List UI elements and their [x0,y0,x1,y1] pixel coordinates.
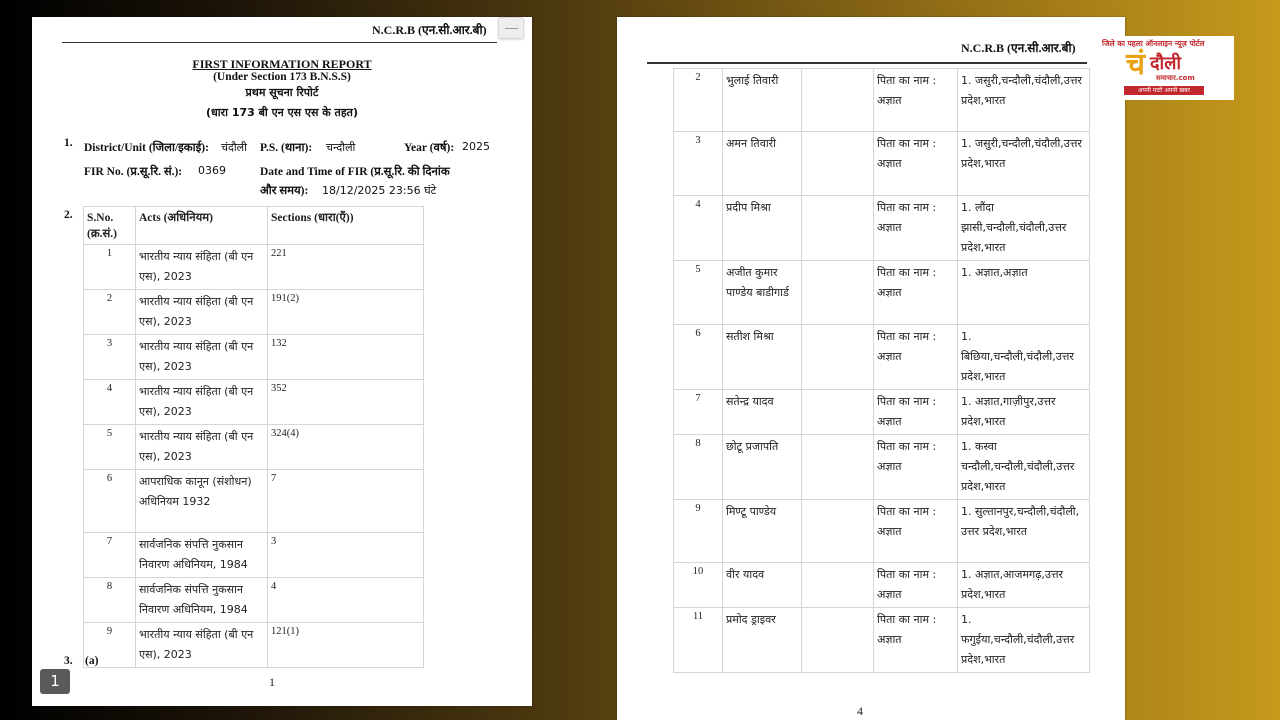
year-label: Year (वर्ष): [404,142,455,154]
row-father: पिता का नाम : अज्ञात [874,132,958,196]
logo-initial: चं [1126,47,1146,82]
row-sno: 3 [674,132,723,196]
page-number: 4 [857,704,863,718]
section-3-number: 3. [64,655,73,667]
row-sno: 1 [84,245,136,290]
row-blank [802,608,874,673]
row-blank [802,261,874,325]
table-row [84,290,424,335]
row-sno: 10 [674,563,723,608]
page-indicator-badge[interactable]: 1 [40,669,70,694]
fir-no-label: FIR No. (प्र.सू.रि. सं.): [84,166,183,178]
row-act: भारतीय न्याय संहिता (बी एन एस), 2023 [136,245,268,290]
row-blank [802,500,874,563]
row-act: भारतीय न्याय संहिता (बी एन एस), 2023 [136,335,268,380]
table-row [674,196,1090,261]
row-sno: 9 [674,500,723,563]
section-1-number: 1. [64,137,73,149]
row-sno: 6 [84,470,136,533]
row-act: भारतीय न्याय संहिता (बी एन एस), 2023 [136,623,268,668]
table-row [674,563,1090,608]
row-section: 7 [268,470,424,533]
accused-table [673,68,1090,673]
year-value: 2025 [462,140,490,153]
fir-no-value: 0369 [198,164,226,177]
row-sno: 11 [674,608,723,673]
row-sno: 8 [674,435,723,500]
ps-value: चन्दौली [326,141,356,154]
table-row [674,69,1090,132]
row-sno: 6 [674,325,723,390]
table-row [84,245,424,290]
row-father: पिता का नाम : अज्ञात [874,196,958,261]
row-act: भारतीय न्याय संहिता (बी एन एस), 2023 [136,380,268,425]
row-act: भारतीय न्याय संहिता (बी एन एस), 2023 [136,425,268,470]
row-address: 1. बिछिया,चन्दौली,चंदौली,उत्तर प्रदेश,भारत [958,325,1090,390]
row-section: 3 [268,533,424,578]
fir-page-4 [617,17,1125,720]
fir-datetime-label-2: और समय): [260,185,309,197]
report-title: FIRST INFORMATION REPORT [192,57,372,71]
minimize-button[interactable] [498,17,524,39]
table-row [84,578,424,623]
row-address: 1. अज्ञात,आजमगढ़,उत्तर प्रदेश,भारत [958,563,1090,608]
row-act: सार्वजनिक संपत्ति नुकसान निवारण अधिनियम, 1984 [136,533,268,578]
row-address: 1. लौंदा झासी,चन्दौली,चंदौली,उत्तर प्रदेश,भारत [958,196,1090,261]
header-sno: S.No. (क्र.सं.) [84,207,136,245]
header-acts: Acts (अधिनियम) [136,207,268,245]
row-father: पिता का नाम : अज्ञात [874,500,958,563]
logo-tagline: जिले का पहला ऑनलाइन न्यूज़ पोर्टल [1102,39,1205,48]
row-blank [802,563,874,608]
row-sno: 7 [674,390,723,435]
acts-sections-table [83,206,424,668]
table-row [674,435,1090,500]
row-name: मिण्टू पाण्डेय [723,500,802,563]
row-act: आपराधिक कानून (संशोधन) अधिनियम 1932 [136,470,268,533]
row-father: पिता का नाम : अज्ञात [874,261,958,325]
row-blank [802,390,874,435]
logo-bar: अपनी माटी अपनी खबर [1124,86,1204,95]
row-sno: 5 [674,261,723,325]
section-2-number: 2. [64,209,73,221]
row-section: 191(2) [268,290,424,335]
logo-name: दौली [1150,53,1182,74]
table-row [84,335,424,380]
row-sno: 7 [84,533,136,578]
row-father: पिता का नाम : अज्ञात [874,608,958,673]
table-row [674,500,1090,563]
row-sno: 2 [674,69,723,132]
row-sno: 5 [84,425,136,470]
row-name: अमन तिवारी [723,132,802,196]
ncrb-header: N.C.R.B (एन.सी.आर.बी) [961,41,1076,55]
row-sno: 9 [84,623,136,668]
row-father: पिता का नाम : अज्ञात [874,69,958,132]
fir-page-1 [32,17,532,706]
row-sno: 2 [84,290,136,335]
row-name: प्रमोद ड्राइवर [723,608,802,673]
fir-datetime-label: Date and Time of FIR (प्र.सू.रि. की दिनांक [260,166,450,178]
row-section: 132 [268,335,424,380]
row-name: छोटू प्रजापति [723,435,802,500]
row-name: सतीश मिश्रा [723,325,802,390]
row-blank [802,69,874,132]
row-address: 1. सुल्तानपुर,चन्दौली,चंदौली, उत्तर प्रदेश,भारत [958,500,1090,563]
table-row [674,325,1090,390]
table-row [84,425,424,470]
row-father: पिता का नाम : अज्ञात [874,390,958,435]
header-rule [62,42,497,43]
row-sno: 3 [84,335,136,380]
row-blank [802,325,874,390]
row-address: 1. फगुईया,चन्दौली,चंदौली,उत्तर प्रदेश,भारत [958,608,1090,673]
report-subtitle-hindi: (धारा 173 बी एन एस एस के तहत) [206,106,358,119]
row-address: 1. कस्वा चन्दौली,चन्दौली,चंदौली,उत्तर प्रदेश,भारत [958,435,1090,500]
row-address: 1. अज्ञात,अज्ञात [958,261,1090,325]
table-row [674,390,1090,435]
row-father: पिता का नाम : अज्ञात [874,563,958,608]
district-label: District/Unit (जिला/इकाई): [84,142,209,154]
header-rule [647,62,1087,64]
row-name: अजीत कुमार पाण्डेय बाडीगार्ड [723,261,802,325]
row-act: भारतीय न्याय संहिता (बी एन एस), 2023 [136,290,268,335]
district-value: चंदौली [221,141,247,154]
row-section: 352 [268,380,424,425]
row-blank [802,435,874,500]
row-section: 121(1) [268,623,424,668]
row-sno: 4 [84,380,136,425]
row-father: पिता का नाम : अज्ञात [874,435,958,500]
table-row [674,608,1090,673]
table-row [84,470,424,533]
row-father: पिता का नाम : अज्ञात [874,325,958,390]
row-act: सार्वजनिक संपत्ति नुकसान निवारण अधिनियम, 1984 [136,578,268,623]
row-address: 1. अज्ञात,गाज़ीपुर,उत्तर प्रदेश,भारत [958,390,1090,435]
row-section: 4 [268,578,424,623]
row-name: वीर यादव [723,563,802,608]
table-row [84,623,424,668]
row-address: 1. जसुरी,चन्दौली,चंदौली,उत्तर प्रदेश,भारत [958,132,1090,196]
row-address: 1. जसुरी,चन्दौली,चंदौली,उत्तर प्रदेश,भारत [958,69,1090,132]
page-number: 1 [269,675,275,689]
report-subtitle: (Under Section 173 B.N.S.S) [213,71,351,83]
row-sno: 4 [674,196,723,261]
table-row [674,261,1090,325]
table-row [674,132,1090,196]
row-section: 221 [268,245,424,290]
logo-sub: समाचार.com [1156,74,1195,82]
row-name: सतेन्द्र यादव [723,390,802,435]
row-blank [802,132,874,196]
section-3-label: (a) [85,655,99,667]
row-sno: 8 [84,578,136,623]
row-name: भुलाई तिवारी [723,69,802,132]
row-section: 324(4) [268,425,424,470]
table-row [84,533,424,578]
ps-label: P.S. (थाना): [260,142,313,154]
header-sections: Sections (धारा(एँ)) [268,207,424,245]
ncrb-header: N.C.R.B (एन.सी.आर.बी) [372,23,487,37]
chandauli-samachar-logo [1096,36,1234,100]
table-row [84,380,424,425]
row-blank [802,196,874,261]
fir-datetime-value: 18/12/2025 23:56 घंटे [322,184,437,197]
row-name: प्रदीप मिश्रा [723,196,802,261]
report-title-hindi: प्रथम सूचना रिपोर्ट [245,86,319,99]
